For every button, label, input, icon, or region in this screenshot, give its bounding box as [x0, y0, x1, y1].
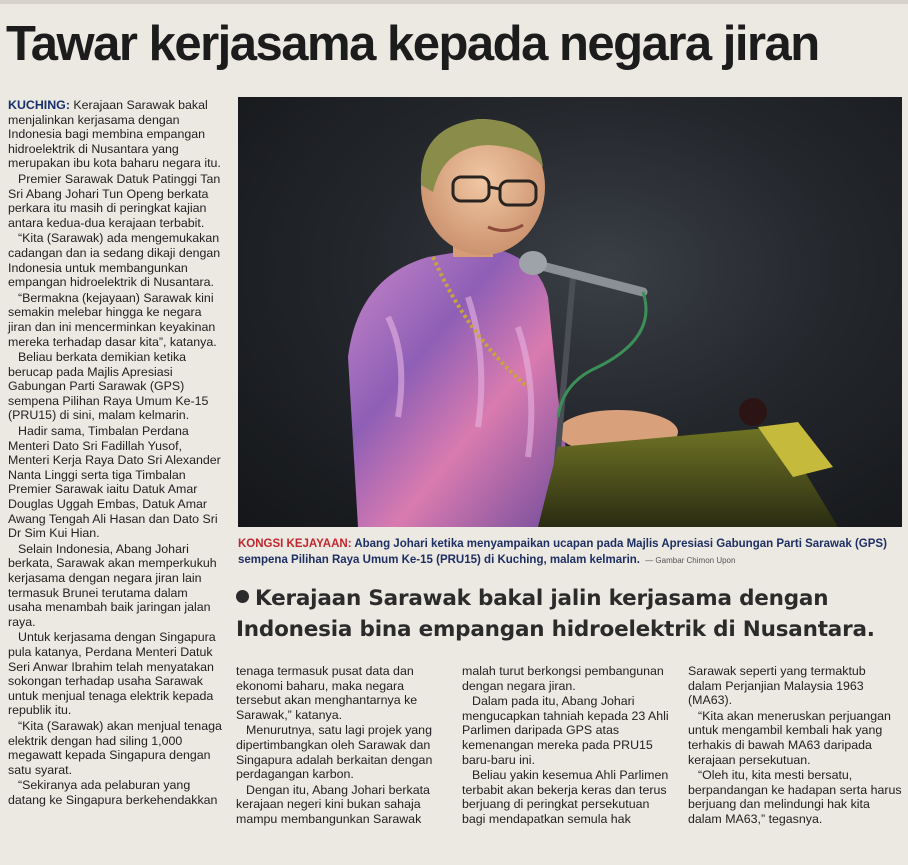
- paragraph: Premier Sarawak Datuk Patinggi Tan Sri Abang Johari Tun Openg berkata perkara itu masih di peringkat kajian antara kedua-dua kerajaan terbabit.: [8, 171, 221, 230]
- news-photo: [238, 97, 902, 527]
- headline: Tawar kerjasama kepada negara jiran: [6, 17, 819, 71]
- paragraph: malah turut berkongsi pembangunan dengan negara jiran.: [462, 664, 664, 693]
- paragraph: Selain Indonesia, Abang Johari berkata, Sarawak akan memperkukuh kerjasama dengan negara jiran lain termasuk Brunei terutama dalam usaha menambah baik jaringan jalan raya.: [8, 541, 217, 629]
- paragraph: “Sekiranya ada pelaburan yang datang ke Singapura berkehendakkan: [8, 778, 218, 807]
- paragraph: tenaga termasuk pusat data dan ekonomi baharu, maka negara tersebut akan menghantarnya ke Sarawak,” katanya.: [236, 664, 418, 722]
- photo-credit: — Gambar Chimon Upon: [645, 556, 736, 565]
- paragraph: “Kita (Sarawak) ada mengemukakan cadangan dan ia sedang dikaji dengan Indonesia untuk membangunkan empangan hidroelektrik di Nusantara.: [8, 231, 221, 290]
- paragraph: Dengan itu, Abang Johari berkata kerajaan negeri kini bukan sahaja mampu membangunkan Sarawak: [236, 782, 430, 826]
- article-column-1: [8, 98, 224, 809]
- paragraph-text: Kerajaan Sarawak bakal menjalinkan kerjasama dengan Indonesia bagi membina empangan hidroelektrik di Nusantara yang merupakan ibu kota baharu negara itu.: [8, 98, 221, 171]
- article-column-3: [462, 664, 676, 828]
- paragraph: Beliau berkata demikian ketika berucap pada Majlis Apresiasi Gabungan Parti Sarawak (GPS) sempena Pilihan Raya Umum Ke-15 (PRU15) di sini, malam kelmarin.: [8, 350, 209, 423]
- pull-quote-text: Kerajaan Sarawak bakal jalin kerjasama dengan Indonesia bina empangan hidroelektrik di Nusantara.: [236, 586, 875, 642]
- paragraph: “Bermakna (kejayaan) Sarawak kini semakin melebar hingga ke negara jiran dan ini mencerminkan keyakinan mereka terhadap dasar kita”, katanya.: [8, 290, 217, 349]
- paragraph: Dalam pada itu, Abang Johari mengucapkan tahniah kepada 23 Ahli Parlimen daripada GPS atas kemenangan mereka pada PRU15 baru-baru ini.: [462, 694, 669, 767]
- caption-label: KONGSI KEJAYAAN:: [238, 538, 352, 550]
- paragraph: “Kita (Sarawak) akan menjual tenaga elektrik dengan had siling 1,000 megawatt kepada Singapura dengan satu syarat.: [8, 718, 222, 777]
- paragraph: Untuk kerjasama dengan Singapura pula katanya, Perdana Menteri Datuk Seri Anwar Ibrahim telah menyatakan sokongan terhadap usaha Sarawak untuk menjual tenaga elektrik kepada republik itu.: [8, 630, 216, 718]
- paragraph: “Oleh itu, kita mesti bersatu, berpandangan ke hadapan serta harus berjuang dan melindungi hak kita dalam MA63,” tegasnya.: [688, 768, 902, 826]
- article-column-4: [688, 664, 902, 828]
- paragraph: Beliau yakin kesemua Ahli Parlimen terbabit akan bekerja keras dan terus berjuang di peringkat persekutuan bagi mendapatkan semula hak: [462, 768, 669, 826]
- photo-caption: [238, 536, 906, 569]
- paragraph: “Kita akan meneruskan perjuangan untuk mengambil kembali hak yang terhakis di bawah MA63 daripada kerajaan persekutuan.: [688, 708, 891, 767]
- paragraph: Hadir sama, Timbalan Perdana Menteri Dato Sri Fadillah Yusof, Menteri Kerja Raya Dato Sri Alexander Nanta Linggi serta tiga Timbalan Premier Sarawak iaitu Datuk Amar Douglas Uggah Embas, Datuk Amar Awang Tengah Ali Hasan dan Dato Sri Dr Sim Kui Hian.: [8, 424, 221, 541]
- paragraph: Sarawak seperti yang termaktub dalam Perjanjian Malaysia 1963 (MA63).: [688, 664, 866, 708]
- top-rule: [0, 0, 908, 4]
- pull-quote: [236, 583, 906, 645]
- bullet-icon: [236, 590, 249, 603]
- paragraph: Menurutnya, satu lagi projek yang dipertimbangkan oleh Sarawak dan Singapura adalah berkaitan dengan perdagangan karbon.: [236, 723, 433, 782]
- article-column-2: [236, 664, 450, 828]
- dateline: KUCHING:: [8, 98, 70, 112]
- paragraph: [8, 98, 224, 171]
- caption-text: Abang Johari ketika menyampaikan ucapan pada Majlis Apresiasi Gabungan Parti Sarawak (GPS) sempena Pilihan Raya Umum Ke-15 (PRU15) di Kuching, malam kelmarin.: [238, 538, 887, 566]
- speaker-illustration: [238, 97, 902, 527]
